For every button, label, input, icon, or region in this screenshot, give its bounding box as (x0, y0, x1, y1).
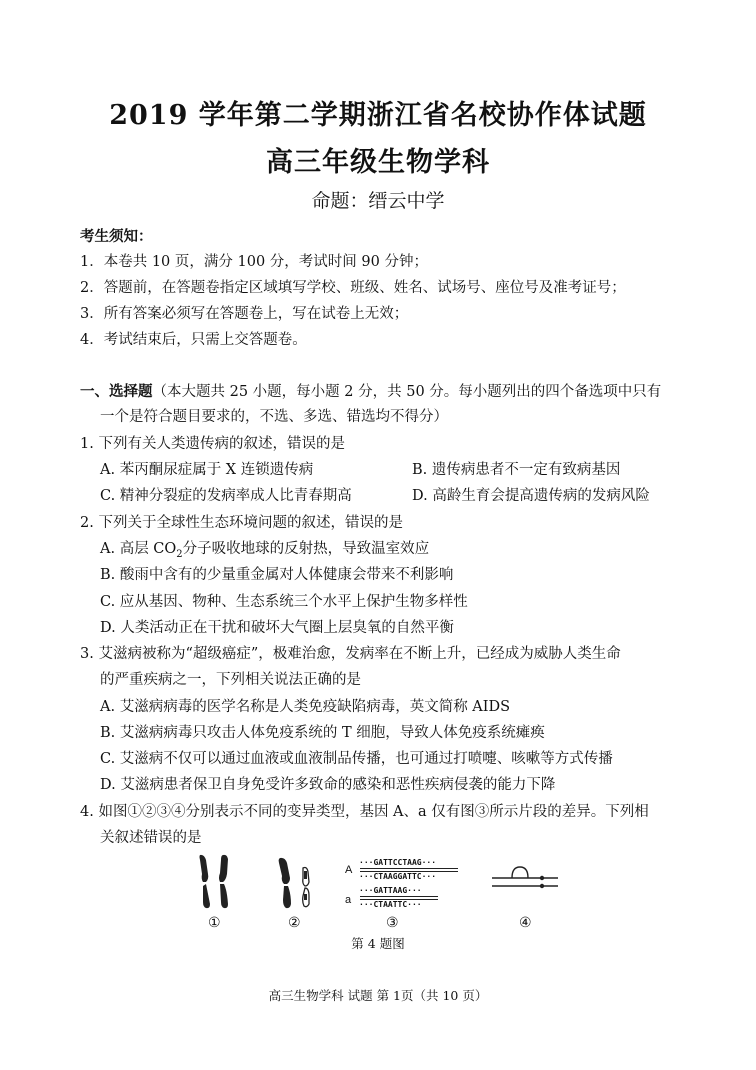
q3-option-d: D. 艾滋病患者保卫自身免受许多致命的感染和恶性疾病侵袭的能力下降 (100, 777, 556, 793)
section-heading: 一、选择题 (80, 383, 153, 400)
section-desc: （本大题共 25 小题，每小题 2 分，共 50 分。每小题列出的四个备选项中只有 (152, 384, 662, 400)
q1-option-c: C. 精神分裂症的发病率成人比青春期高 (100, 488, 352, 504)
figure-2-label: ② (288, 915, 301, 931)
q4-stem: 4. 如图①②③④分别表示不同的变异类型，基因 A、a 仅有图③所示片段的差异。下列相 (80, 804, 649, 820)
notice-item: 3．所有答案必须写在答题卷上，写在试卷上无效； (80, 306, 409, 322)
exam-subtitle: 高三年级生物学科 (266, 147, 490, 178)
exam-author: 命题：缙云中学 (311, 190, 445, 212)
q4-stem-cont: 关叙述错误的是 (100, 830, 202, 846)
page-footer: 高三生物学科 试题 第 1页（共 10 页） (268, 988, 488, 1003)
q2-option-b: B. 酸雨中含有的少量重金属对人体健康会带来不利影响 (100, 567, 454, 583)
figure-3-label: ③ (386, 915, 399, 931)
q2-option-a-pre: A. 高层 CO (100, 541, 177, 557)
notice-heading: 考生须知： (80, 228, 153, 245)
notice-item: 4．考试结束后，只需上交答题卷。 (80, 332, 307, 348)
q2-option-a-sub: 2 (176, 548, 183, 560)
figure-2-chromosomes (272, 856, 322, 910)
q3-option-a: A. 艾滋病病毒的医学名称是人类免疫缺陷病毒，英文简称 AIDS (100, 699, 511, 715)
q3-option-c: C. 艾滋病不仅可以通过血液或血液制品传播，也可通过打喷嚏、咳嗽等方式传播 (100, 751, 613, 767)
figure-4-label: ④ (519, 915, 532, 931)
q2-option-a-post: 分子吸收地球的反射热，导致温室效应 (182, 541, 430, 557)
q3-option-b: B. 艾滋病病毒只攻击人体免疫系统的 T 细胞，导致人体免疫系统瘫痪 (100, 725, 545, 741)
q2-stem: 2. 下列关于全球性生态环境问题的叙述，错误的是 (80, 515, 403, 531)
figure-4-loop (490, 864, 562, 898)
gene-A-label: A (345, 864, 353, 876)
q1-option-d: D. 高龄生育会提高遗传病的发病风险 (412, 488, 650, 504)
q1-stem: 1. 下列有关人类遗传病的叙述，错误的是 (80, 436, 345, 452)
q3-stem-cont: 的严重疾病之一，下列相关说法正确的是 (100, 672, 361, 688)
gene-a-seq-top: ···GATTAAG··· (359, 886, 422, 895)
q2-option-d: D. 人类活动正在干扰和破坏大气圈上层臭氧的自然平衡 (100, 620, 454, 636)
figure-1-chromosomes (190, 852, 240, 910)
gene-A-seq-bottom: ···CTAAGGATTC··· (359, 872, 437, 881)
figure-3-sequences (345, 858, 480, 914)
gene-A-seq-top: ···GATTCCTAAG··· (359, 858, 437, 867)
section-heading-line (80, 382, 661, 402)
figure-caption: 第 4 题图 (351, 936, 405, 951)
q2-option-a (100, 539, 429, 565)
notice-item: 2．答题前，在答题卷指定区域填写学校、班级、姓名、试场号、座位号及准考证号； (80, 280, 626, 296)
q2-option-c: C. 应从基因、物种、生态系统三个水平上保护生物多样性 (100, 594, 468, 610)
notice-item: 1．本卷共 10 页，满分 100 分，考试时间 90 分钟； (80, 254, 428, 270)
q3-stem: 3. 艾滋病被称为“超级癌症”，极难治愈，发病率在不断上升，已经成为威胁人类生命 (80, 646, 621, 662)
gene-a-seq-bottom: ···CTAATTC··· (359, 900, 422, 909)
section-desc-cont: 一个是符合题目要求的，不选、多选、错选均不得分） (100, 409, 448, 425)
q1-option-a: A. 苯丙酮尿症属于 X 连锁遗传病 (100, 462, 314, 478)
exam-title: 2019 学年第二学期浙江省名校协作体试题 (109, 100, 647, 131)
q1-option-b: B. 遗传病患者不一定有致病基因 (412, 462, 621, 478)
gene-a-label: a (345, 894, 352, 906)
figure-1-label: ① (208, 915, 221, 931)
